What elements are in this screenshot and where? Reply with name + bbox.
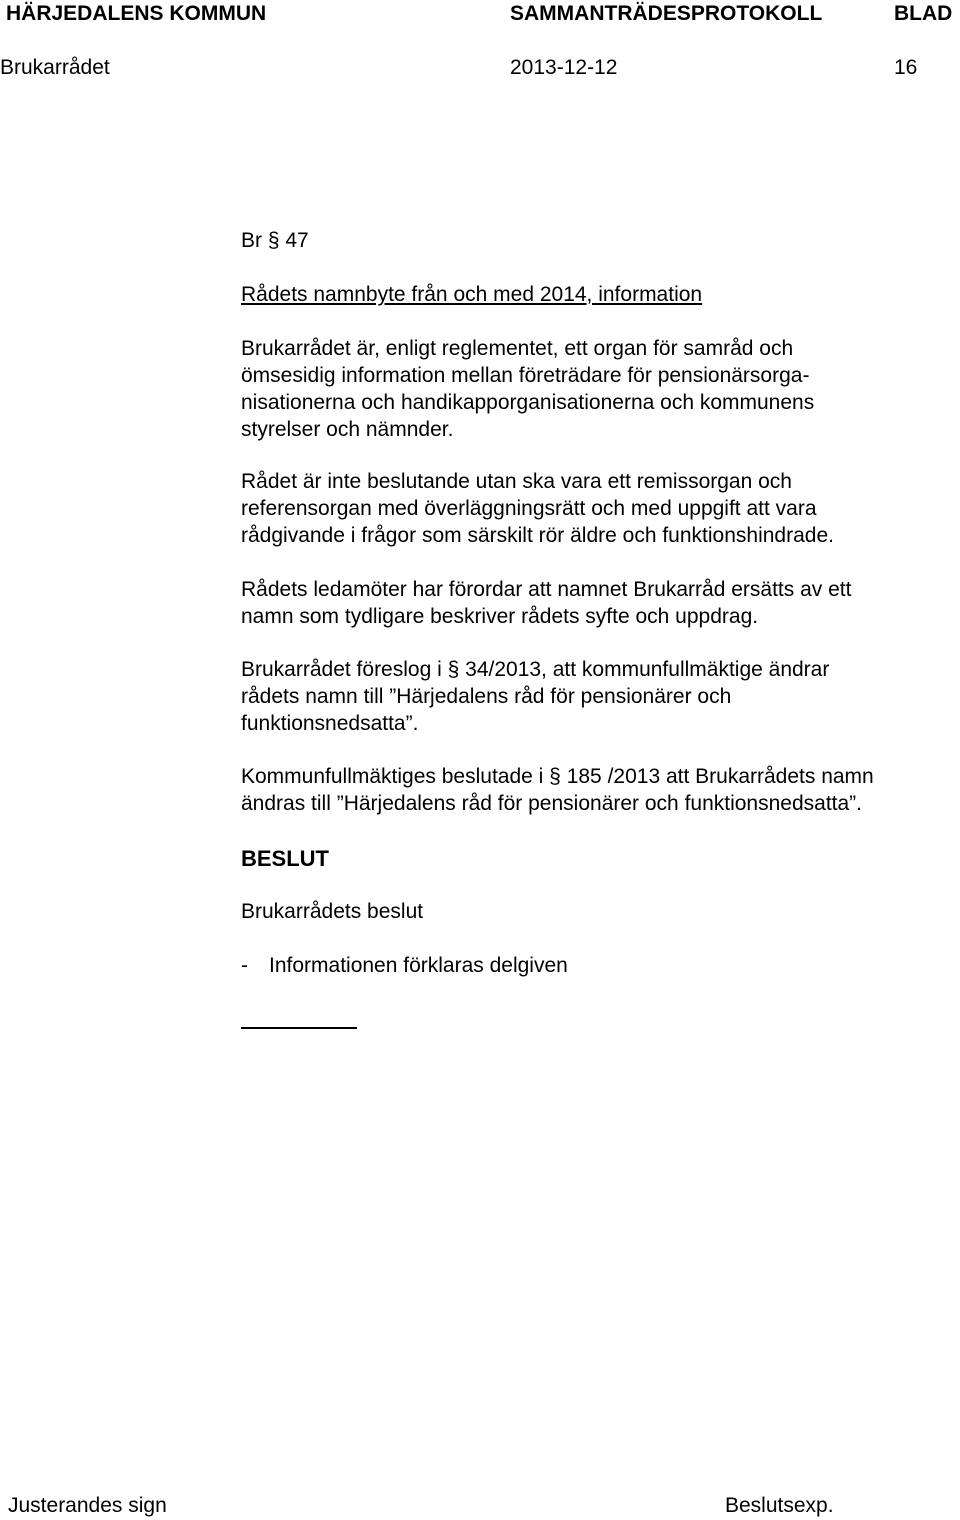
paragraph-line: styrelser och nämnder. <box>241 418 454 441</box>
paragraph-line: rådgivande i frågor som särskilt rör äldre och funktionshindrade. <box>241 524 834 547</box>
document-type: SAMMANTRÄDESPROTOKOLL <box>510 2 823 25</box>
paragraph-1 <box>241 335 814 443</box>
body-name: Brukarrådet <box>0 56 110 79</box>
meeting-date: 2013-12-12 <box>510 56 618 79</box>
sheet-label: BLAD <box>894 2 953 25</box>
paragraph-line: Rådet är inte beslutande utan ska vara ett remissorgan och <box>241 470 792 493</box>
item-number <box>241 227 309 254</box>
section-symbol: § <box>267 229 280 252</box>
text-fragment: 185 /2013 att Brukarrådets namn <box>566 765 874 788</box>
item-title: Rådets namnbyte från och med 2014, information <box>241 283 703 306</box>
decision-item: Informationen förklaras delgiven <box>269 954 568 977</box>
end-rule <box>241 1027 357 1029</box>
paragraph-line: funktionsnedsatta”. <box>241 712 419 735</box>
footer-signature-label: Justerandes sign <box>8 1494 167 1517</box>
decision-bullet: - <box>241 954 248 977</box>
paragraph-line: nisationerna och handikapporganisationerna och kommunens <box>241 391 815 414</box>
paragraph-3 <box>241 576 851 630</box>
paragraph-line: ändras till ”Härjedalens råd för pensionärer och funktionsnedsatta”. <box>241 792 863 815</box>
paragraph-2 <box>241 468 834 549</box>
paragraph-line <box>241 763 874 790</box>
paragraph-4 <box>241 656 829 737</box>
paragraph-line: referensorgan med överläggningsrätt och med uppgift att vara <box>241 497 817 520</box>
paragraph-line: rådets namn till ”Härjedalens råd för pensionärer och <box>241 685 732 708</box>
text-fragment: Brukarrådet föreslog i <box>241 658 442 681</box>
decision-heading: BESLUT <box>241 846 329 871</box>
paragraph-5 <box>241 763 874 817</box>
municipality-name: HÄRJEDALENS KOMMUN <box>6 2 267 25</box>
item-prefix: Br <box>241 229 262 252</box>
paragraph-line: Brukarrådet är, enligt reglementet, ett organ för samråd och <box>241 337 794 360</box>
page-number: 16 <box>894 56 918 79</box>
paragraph-line: namn som tydligare beskriver rådets syfte och uppdrag. <box>241 605 759 628</box>
item-number-value: 47 <box>285 229 309 252</box>
paragraph-line: Rådets ledamöter har förordar att namnet Brukarråd ersätts av ett <box>241 578 852 601</box>
text-fragment: 34/2013, att kommunfullmäktige ändrar <box>465 658 830 681</box>
decision-subheading: Brukarrådets beslut <box>241 900 424 923</box>
section-symbol: § <box>549 765 561 788</box>
paragraph-line <box>241 656 829 683</box>
paragraph-line: ömsesidig information mellan företrädare för pensionärsorga- <box>241 364 810 387</box>
footer-dispatch-label: Beslutsexp. <box>725 1494 834 1517</box>
text-fragment: Kommunfullmäktiges beslutade i <box>241 765 544 788</box>
section-symbol: § <box>447 658 460 681</box>
